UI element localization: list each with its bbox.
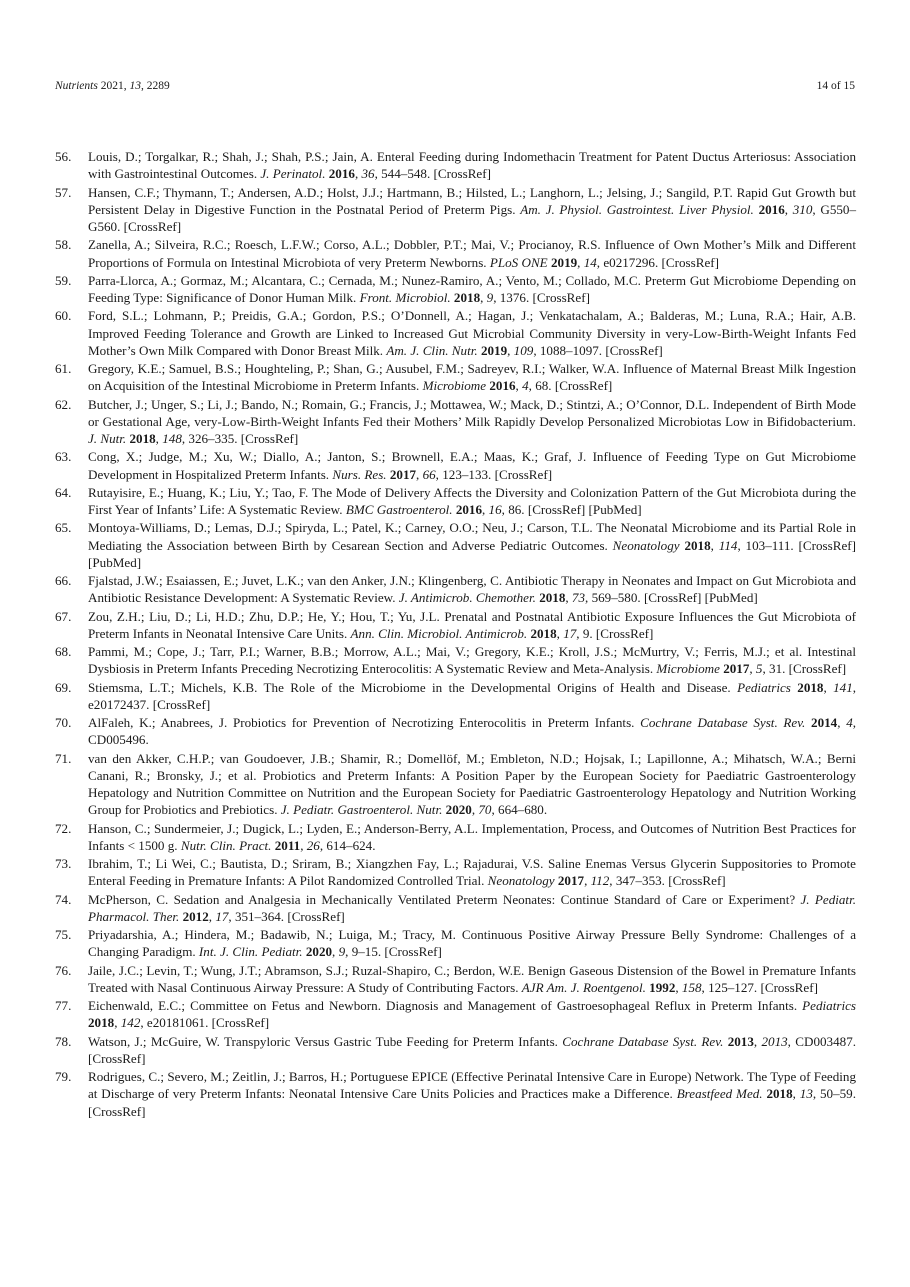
reference-italic-segment: 114 — [718, 537, 738, 553]
reference-text — [88, 273, 856, 305]
reference-text — [88, 361, 856, 393]
reference-text — [88, 998, 856, 1030]
reference-italic-segment: 73 — [571, 590, 586, 606]
reference-item — [55, 820, 856, 855]
reference-segment: , 125–127. [CrossRef] — [701, 979, 818, 995]
reference-year: 2017 — [723, 661, 750, 677]
reference-segment: , — [577, 254, 584, 270]
article-number: 2289 — [146, 80, 170, 92]
reference-italic-segment: AJR Am. J. Roentgenol. — [521, 979, 646, 995]
reference-segment: Cong, X.; Judge, M.; Xu, W.; Diallo, A.; Janton, S.; Brownell, E.A.; Maas, K.; Graf, J. Influence of Feeding Type on Gut Microbiome Development in Hospitalized Preterm Infants. — [88, 449, 856, 482]
reference-item — [55, 148, 856, 183]
reference-year: 2018 — [797, 679, 824, 695]
reference-segment: Zou, Z.H.; Liu, D.; Li, H.D.; Zhu, D.P.; He, Y.; Hou, T.; Yu, J.L. Prenatal and Postnatal Antibiotic Exposure Influences the Gut Microbiota of Preterm Infants in Neonatal Intensive Care Units. — [88, 608, 856, 641]
reference-item — [55, 891, 856, 926]
reference-item — [55, 448, 856, 483]
reference-item — [55, 926, 856, 961]
reference-number: 67. — [55, 608, 72, 624]
reference-italic-segment: 66 — [422, 466, 436, 482]
reference-item — [55, 360, 856, 395]
reference-segment: Jaile, J.C.; Levin, T.; Wung, J.T.; Abramson, S.J.; Ruzal-Shapiro, C.; Berdon, W.E. Benign Gaseous Distension of the Bowel in Premature Infants Treated with Nasal Continuous Airway Pressure: A Study of Contributing Factors. — [88, 962, 856, 995]
reference-italic-segment: Front. Microbiol. — [359, 290, 451, 305]
reference-italic-segment: J. Perinatol. — [260, 166, 326, 182]
reference-text — [88, 821, 856, 853]
reference-italic-segment: Ann. Clin. Microbiol. Antimicrob. — [350, 625, 528, 641]
reference-segment: , — [480, 290, 487, 305]
reference-year: 2018 — [539, 590, 566, 606]
reference-number: 61. — [55, 361, 72, 376]
reference-segment: Louis, D.; Torgalkar, R.; Shah, J.; Shah, P.S.; Jain, A. Enteral Feeding during Indomethacin Treatment for Patent Ductus Arteriosus: Association with Gastrointestinal Outcomes. — [88, 149, 856, 182]
journal-name: Nutrients — [55, 80, 98, 92]
reference-italic-segment: 141 — [833, 679, 853, 695]
reference-number: 74. — [55, 891, 72, 907]
reference-segment: Rutayisire, E.; Huang, K.; Liu, Y.; Tao, F. The Mode of Delivery Affects the Diversity and Colonization Pattern of the Gut Microbiota during the First Year of Infants’ Life: A Systematic Review. — [88, 484, 856, 517]
reference-year: 2016 — [758, 201, 785, 217]
reference-italic-segment: Microbiome — [656, 661, 720, 677]
reference-item — [55, 679, 856, 714]
reference-text — [88, 751, 856, 818]
reference-segment: van den Akker, C.H.P.; van Goudoever, J.B.; Shamir, R.; Domellöf, M.; Embleton, N.D.; Hojsak, I.; Lapillonne, A.; Mihatsch, W.A.; Berni Canani, R.; Bronsky, J.; et al. Probiotics and Preterm Infants: A Position Paper by the European Society for Paediatric Gastroenterology Hepatology and Nutrition Committee on Nutrition and the European Society for Paediatric Gastroenterology Hepatology and Nutrition Working Group for Probiotics and Prebiotics. — [88, 750, 856, 818]
journal-year: 2021 — [100, 80, 124, 92]
reference-segment: Hansen, C.F.; Thymann, T.; Andersen, A.D.; Holst, J.J.; Hartmann, B.; Hilsted, L.; Langhorn, L.; Jelsing, J.; Sangild, P.T. Rapid Gut Growth but Persistent Delay in Digestive Function in the Postnatal Period of Preterm Pigs. — [88, 184, 856, 217]
reference-year: 2019 — [550, 254, 578, 270]
reference-segment: , 123–133. [CrossRef] — [435, 466, 553, 482]
reference-item — [55, 484, 856, 519]
reference-segment: , — [675, 979, 682, 995]
reference-italic-segment: Nutr. Clin. Pract. — [180, 837, 272, 853]
reference-text — [88, 1034, 856, 1066]
reference-segment: Fjalstad, J.W.; Esaiassen, E.; Juvet, L.K.; van den Anker, J.N.; Klingenberg, C. Antibiotic Therapy in Neonates and Impact on Gut Microbiota and Antibiotic Resistance Development: A Systematic Review. — [88, 573, 856, 606]
reference-text — [88, 573, 856, 605]
reference-segment: , 347–353. [CrossRef] — [609, 873, 726, 889]
reference-text — [88, 485, 856, 517]
reference-italic-segment: J. Nutr. — [88, 431, 127, 446]
running-head: Nutrients 2021, 13, 2289 — [55, 80, 170, 92]
reference-year: 2018 — [88, 1015, 115, 1031]
reference-segment: McPherson, C. Sedation and Analgesia in Mechanically Ventilated Preterm Neonates: Continue Standard of Care or Experiment? — [88, 891, 801, 907]
reference-segment: , 1376. [CrossRef] — [493, 290, 590, 305]
reference-year: 2020 — [305, 944, 333, 960]
reference-item — [55, 714, 856, 749]
reference-segment: , — [332, 944, 339, 960]
reference-year: 2018 — [530, 625, 557, 641]
reference-number: 77. — [55, 998, 72, 1013]
reference-year: 2020 — [445, 802, 472, 818]
reference-text — [88, 644, 856, 676]
reference-italic-segment: Neonatology — [487, 873, 555, 889]
reference-text — [88, 397, 856, 447]
reference-number: 75. — [55, 927, 72, 942]
reference-number: 57. — [55, 184, 72, 200]
reference-number: 68. — [55, 644, 72, 659]
reference-segment: , — [471, 802, 479, 818]
reference-segment: , — [300, 837, 307, 853]
reference-segment: , — [710, 537, 719, 553]
reference-year: 2018 — [766, 1086, 793, 1102]
reference-segment: Butcher, J.; Unger, S.; Li, J.; Bando, N.; Romain, G.; Francis, J.; Mottawea, W.; Mack, D.; Stintzi, A.; O’Connor, D.L. Independent of Birth Mode or Gestational Age, very-Low-Birth-Weight Infants Fed their Mothers’ Milk Rapidly Develop Personalized Microbiotas Low in Bifidobacterium. — [88, 396, 856, 429]
reference-italic-segment: BMC Gastroenterol. — [345, 502, 453, 517]
reference-italic-segment: Am. J. Physiol. Gastrointest. Liver Physiol. — [520, 201, 754, 217]
reference-segment: , 9–15. [CrossRef] — [345, 944, 442, 960]
reference-year: 2013 — [727, 1033, 754, 1049]
journal-volume: 13 — [129, 80, 141, 92]
reference-text — [88, 449, 856, 481]
reference-italic-segment: Nurs. Res. — [332, 466, 387, 482]
reference-item — [55, 1068, 856, 1120]
reference-segment: , — [416, 466, 423, 482]
reference-segment: , G550–G560. [CrossRef] — [88, 201, 857, 234]
reference-segment: , 614–624. — [319, 837, 376, 853]
reference-year: 2016 — [328, 166, 355, 182]
reference-segment: Ibrahim, T.; Li Wei, C.; Bautista, D.; Sriram, B.; Xiangzhen Fay, L.; Rajadurai, V.S. Saline Enemas Versus Glycerin Suppositories to Promote Enteral Feeding in Premature Infants: A Pilot Randomized Controlled Trial. — [88, 856, 856, 889]
reference-number: 65. — [55, 520, 72, 536]
reference-italic-segment: 310 — [792, 201, 813, 217]
reference-segment: , — [837, 715, 847, 730]
reference-item — [55, 519, 856, 571]
reference-number: 79. — [55, 1069, 72, 1084]
reference-segment: Gregory, K.E.; Samuel, B.S.; Houghteling, P.; Shan, G.; Ausubel, F.M.; Sadreyev, R.I.; Walker, W.A. Influence of Maternal Breast Milk Ingestion on Acquisition of the Intestinal Microbiome in Preterm Infants. — [88, 361, 856, 394]
reference-segment: , — [753, 1033, 762, 1049]
reference-item — [55, 643, 856, 678]
reference-italic-segment: Cochrane Database Syst. Rev. — [640, 715, 806, 730]
reference-italic-segment: Microbiome — [422, 378, 487, 394]
reference-item — [55, 307, 856, 359]
reference-italic-segment: 70 — [478, 802, 492, 818]
reference-italic-segment: PLoS ONE — [489, 254, 548, 270]
reference-italic-segment: 36 — [361, 166, 375, 182]
reference-segment: , — [565, 590, 572, 606]
reference-segment: , CD005496. — [88, 715, 857, 748]
reference-text — [88, 892, 856, 924]
reference-segment: , — [823, 679, 834, 695]
reference-item — [55, 572, 856, 607]
reference-text — [88, 680, 856, 712]
reference-segment: Watson, J.; McGuire, W. Transpyloric Versus Gastric Tube Feeding for Preterm Infants. — [88, 1033, 563, 1049]
reference-text — [88, 856, 856, 888]
reference-italic-segment: 16 — [488, 502, 502, 517]
reference-segment: , — [584, 873, 591, 889]
reference-text — [88, 520, 856, 570]
reference-text — [88, 185, 856, 235]
reference-segment: , 569–580. [CrossRef] [PubMed] — [585, 590, 758, 606]
reference-segment: , — [208, 908, 216, 924]
reference-number: 70. — [55, 715, 72, 730]
reference-segment: , 544–548. [CrossRef] — [374, 166, 491, 182]
reference-text — [88, 237, 856, 269]
reference-segment: , 326–335. [CrossRef] — [181, 431, 299, 446]
reference-number: 66. — [55, 573, 72, 588]
reference-segment: , CD003487. [CrossRef] — [88, 1033, 857, 1066]
reference-segment: , — [354, 166, 362, 182]
reference-year: 2017 — [389, 466, 417, 482]
reference-segment: Rodrigues, C.; Severo, M.; Zeitlin, J.; Barros, H.; Portuguese EPICE (Effective Perinatal Intensive Care in Europe) Network. The Type of Feeding at Discharge of very Preterm Infants: Neonatal Intensive Care Units Policies and Practices make a Difference. — [88, 1069, 856, 1102]
reference-italic-segment: 9 — [338, 944, 346, 960]
reference-segment: , 1088–1097. [CrossRef] — [533, 342, 663, 358]
reference-italic-segment: 142 — [120, 1015, 141, 1031]
reference-number: 72. — [55, 820, 72, 836]
reference-segment: , — [792, 1086, 800, 1102]
reference-italic-segment: 17 — [563, 625, 577, 641]
reference-italic-segment: Am. J. Clin. Nutr. — [386, 342, 478, 358]
reference-italic-segment: J. Pediatr. Gastroenterol. Nutr. — [280, 802, 443, 818]
reference-italic-segment: 2013 — [761, 1033, 788, 1049]
reference-segment: , 86. [CrossRef] [PubMed] — [501, 502, 642, 517]
reference-segment: , 664–680. — [491, 802, 548, 818]
reference-segment: , — [515, 378, 523, 394]
reference-segment: , 9. [CrossRef] — [576, 625, 654, 641]
reference-segment: Pammi, M.; Cope, J.; Tarr, P.I.; Warner, B.B.; Morrow, A.L.; Mai, V.; Gregory, K.E.; Kroll, J.S.; McMurtry, V.; Ferris, M.J.; et al. Intestinal Dysbiosis in Preterm Infants Preceding Necrotizing Enterocolitis: A Systematic Review and Meta-Analysis. — [88, 644, 856, 677]
reference-italic-segment: 14 — [583, 254, 597, 270]
reference-item — [55, 184, 856, 236]
reference-year: 2014 — [811, 715, 838, 730]
reference-year: 2018 — [684, 537, 711, 553]
reference-segment: , — [749, 661, 756, 677]
reference-segment: , 351–364. [CrossRef] — [228, 908, 345, 924]
reference-italic-segment: Int. J. Clin. Pediatr. — [198, 944, 303, 960]
reference-segment: , e0217296. [CrossRef] — [596, 254, 719, 270]
reference-number: 63. — [55, 449, 72, 465]
reference-italic-segment: J. Antimicrob. Chemother. — [398, 590, 536, 606]
reference-segment: Eichenwald, E.C.; Committee on Fetus and Newborn. Diagnosis and Management of Gastroesophageal Reflux in Preterm Infants. — [88, 998, 803, 1013]
reference-text — [88, 609, 856, 641]
reference-italic-segment: 13 — [799, 1086, 813, 1102]
reference-segment: , — [556, 625, 564, 641]
page-number: 14 of 15 — [816, 80, 855, 92]
reference-number: 58. — [55, 237, 72, 253]
reference-year: 2017 — [557, 873, 585, 889]
reference-item — [55, 608, 856, 643]
reference-text — [88, 963, 856, 995]
reference-italic-segment: 112 — [590, 873, 610, 889]
reference-year: 2016 — [489, 378, 516, 394]
reference-item — [55, 396, 856, 448]
reference-year: 2018 — [453, 290, 481, 305]
reference-italic-segment: Breastfeed Med. — [676, 1086, 763, 1102]
reference-italic-segment: 26 — [306, 837, 320, 853]
reference-italic-segment: Neonatology — [612, 537, 680, 553]
reference-year: 2012 — [182, 908, 209, 924]
reference-year: 1992 — [649, 979, 676, 995]
reference-italic-segment: 148 — [162, 431, 182, 446]
reference-italic-segment: 9 — [486, 290, 494, 305]
reference-segment: , 103–111. [CrossRef] [PubMed] — [88, 537, 856, 570]
reference-italic-segment: 5 — [755, 661, 763, 677]
reference-number: 69. — [55, 679, 72, 695]
reference-year: 2011 — [274, 837, 301, 853]
reference-year: 2018 — [129, 431, 156, 446]
reference-item — [55, 236, 856, 271]
reference-item — [55, 750, 856, 819]
reference-text — [88, 927, 856, 959]
reference-year: 2019 — [480, 342, 508, 358]
reference-segment: , — [507, 342, 514, 358]
reference-segment: Parra-Llorca, A.; Gormaz, M.; Alcantara, C.; Cernada, M.; Nunez-Ramiro, A.; Vento, M.; Collado, M.C. Preterm Gut Microbiome Depending on Feeding Type: Significance of Donor Human Milk. — [88, 272, 856, 305]
reference-number: 73. — [55, 856, 72, 871]
reference-number: 64. — [55, 484, 72, 500]
reference-number: 78. — [55, 1033, 72, 1049]
reference-segment: , — [114, 1015, 121, 1031]
reference-segment: , — [784, 201, 793, 217]
reference-segment: Stiemsma, L.T.; Michels, K.B. The Role of the Microbiome in the Developmental Origins of Health and Disease. — [88, 679, 738, 695]
reference-item — [55, 855, 856, 890]
reference-number: 76. — [55, 962, 72, 978]
reference-item — [55, 997, 856, 1032]
reference-italic-segment: Pediatrics — [737, 679, 791, 695]
reference-item — [55, 1033, 856, 1068]
reference-segment: Ford, S.L.; Lohmann, P.; Preidis, G.A.; Gordon, P.S.; O’Donnell, A.; Hagan, J.; Venkatachalam, A.; Balderas, M.; Luna, R.A.; Hair, A.B. Improved Feeding Tolerance and Growth are Linked to Increased Gut Microbial Community Diversity in very-Low-Birth-Weight Infants Fed Mother’s Own Milk Compared with Donor Breast Milk. — [88, 308, 856, 358]
reference-italic-segment: 17 — [215, 908, 229, 924]
reference-number: 62. — [55, 396, 72, 412]
reference-italic-segment: Cochrane Database Syst. Rev. — [562, 1033, 724, 1049]
reference-segment: , — [482, 502, 489, 517]
reference-segment: Zanella, A.; Silveira, R.C.; Roesch, L.F.W.; Corso, A.L.; Dobbler, P.T.; Mai, V.; Procianoy, R.S. Influence of Own Mother’s Milk and Different Proportions of Formula on Intestinal Microbiota of very Preterm Newborns. — [88, 237, 856, 270]
reference-segment: , — [155, 431, 163, 446]
reference-number: 71. — [55, 750, 72, 766]
reference-segment: AlFaleh, K.; Anabrees, J. Probiotics for Prevention of Necrotizing Enterocolitis in Preterm Infants. — [88, 715, 641, 730]
reference-segment: , e20172437. [CrossRef] — [88, 679, 857, 712]
reference-text — [88, 1069, 856, 1119]
reference-item — [55, 272, 856, 307]
reference-italic-segment: 109 — [513, 342, 534, 358]
reference-segment: Montoya-Williams, D.; Lemas, D.J.; Spiryda, L.; Patel, K.; Carney, O.O.; Neu, J.; Carson, T.L. The Neonatal Microbiome and its Partial Role in Mediating the Association between Birth by Cesarean Section and Adverse Pediatric Outcomes. — [88, 520, 856, 553]
reference-text — [88, 715, 856, 747]
reference-number: 60. — [55, 308, 72, 324]
reference-number: 59. — [55, 272, 72, 288]
reference-item — [55, 962, 856, 997]
reference-text — [88, 308, 856, 358]
reference-italic-segment: J. Pediatr. Pharmacol. Ther. — [88, 891, 856, 924]
reference-italic-segment: 158 — [681, 979, 702, 995]
reference-year: 2016 — [455, 502, 482, 517]
reference-segment: , e20181061. [CrossRef] — [140, 1015, 270, 1031]
reference-list — [55, 148, 856, 1121]
reference-italic-segment: 4 — [846, 715, 853, 730]
reference-segment: , 68. [CrossRef] — [528, 378, 613, 394]
reference-segment: Hanson, C.; Sundermeier, J.; Dugick, L.; Lyden, E.; Anderson-Berry, A.L. Implementation, Process, and Outcomes of Nutrition Best Practices for Infants < 1500 g. — [88, 820, 856, 853]
reference-italic-segment: 4 — [522, 378, 529, 394]
page-header — [55, 80, 855, 92]
reference-segment: , 31. [CrossRef] — [762, 661, 847, 677]
reference-segment: , 50–59. [CrossRef] — [88, 1086, 856, 1119]
reference-segment: Priyadarshia, A.; Hindera, M.; Badawib, N.; Luiga, M.; Tracy, M. Continuous Positive Airway Pressure Belly Syndrome: Challenges of a Changing Paradigm. — [88, 927, 856, 960]
reference-number: 56. — [55, 149, 72, 164]
reference-italic-segment: Pediatrics — [802, 998, 856, 1013]
reference-text — [88, 149, 856, 181]
